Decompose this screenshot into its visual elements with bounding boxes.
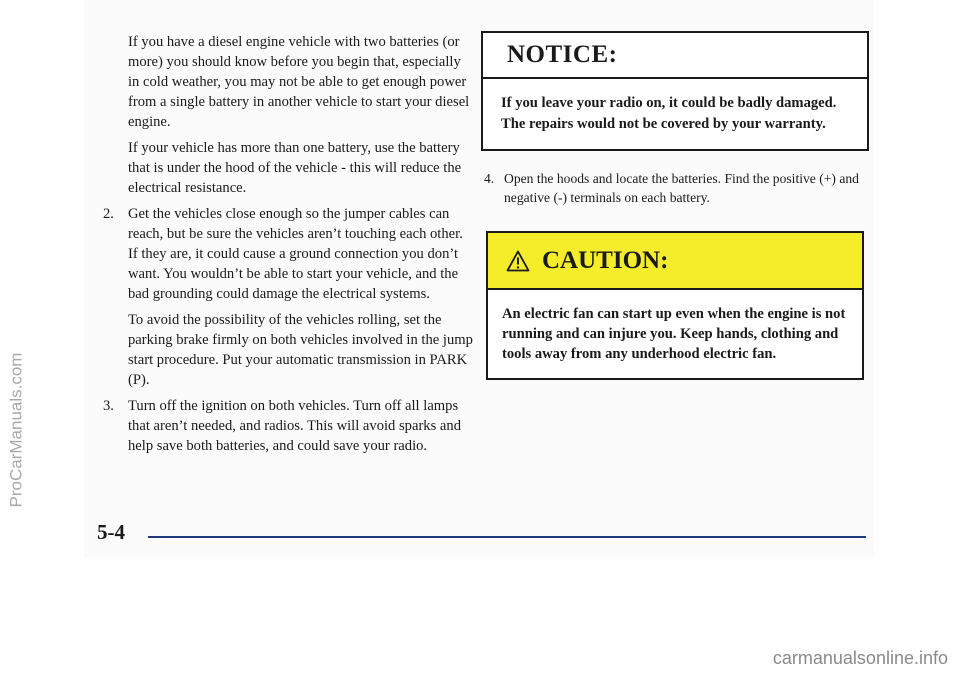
- notice-body: If you leave your radio on, it could be badly damaged. The repairs would not be covered by your warranty.: [501, 95, 837, 132]
- left-column: [103, 32, 475, 462]
- notice-heading: NOTICE:: [483, 33, 867, 79]
- step-2: [103, 204, 475, 304]
- step-4-number: 4.: [484, 171, 495, 186]
- parking-brake-paragraph: To avoid the possibility of the vehicles rolling, set the parking brake firmly on both vehicles involved in the jump start procedure. Put your automatic transmission in PARK (P).: [128, 312, 473, 388]
- notice-box: [481, 31, 869, 151]
- watermark-text: ProCarManuals.com: [6, 352, 26, 508]
- step-4-text: Open the hoods and locate the batteries. Find the positive (+) and negative (-) terminals on each battery.: [504, 171, 859, 205]
- step-4: [481, 169, 871, 207]
- caution-heading: CAUTION:: [542, 246, 669, 274]
- warning-triangle-icon: [506, 250, 530, 272]
- step-2-text: Get the vehicles close enough so the jumper cables can reach, but be sure the vehicles aren’t touching each other. If they are, it could cause a ground connection you don’t want. You wouldn’t be able to start your vehicle, and the bad grounding could damage the electrical systems.: [128, 206, 463, 302]
- multi-battery-paragraph: If your vehicle has more than one battery, use the battery that is under the hood of the vehicle - this will reduce the electrical resistance.: [128, 140, 462, 196]
- diesel-paragraph: If you have a diesel engine vehicle with two batteries (or more) you should know before you begin that, especially in cold weather, you may not be able to get enough power from a single battery in another vehicle to start your diesel engine.: [128, 34, 470, 130]
- caution-header: [488, 233, 862, 290]
- caution-box: [486, 231, 864, 380]
- page-number: 5-4: [97, 520, 125, 544]
- step-3-text: Turn off the ignition on both vehicles. Turn off all lamps that aren’t needed, and radios. This will avoid sparks and help save both batteries, and could save your radio.: [128, 398, 462, 454]
- right-column: [481, 31, 871, 380]
- footer-rule: [148, 536, 866, 538]
- step-3-number: 3.: [103, 398, 114, 414]
- site-brand: carmanualsonline.info: [772, 648, 948, 668]
- watermark: [4, 200, 28, 660]
- step-2-number: 2.: [103, 206, 114, 222]
- step-3: [103, 396, 475, 456]
- caution-body: An electric fan can start up even when the engine is not running and can injure you. Keep hands, clothing and tools away from any underhood electric fan.: [502, 306, 846, 362]
